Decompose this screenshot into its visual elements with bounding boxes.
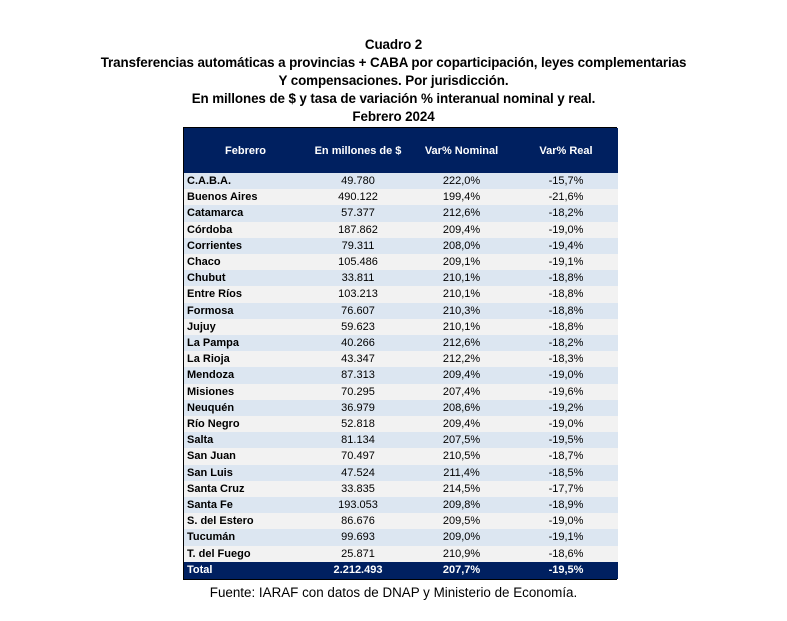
- millones-cell: 47.524: [307, 465, 409, 481]
- jurisdiction-cell: Chaco: [184, 254, 307, 270]
- jurisdiction-cell: Buenos Aires: [184, 189, 307, 205]
- var-nominal-cell: 210,1%: [409, 270, 514, 286]
- var-real-cell: -18,9%: [514, 497, 618, 513]
- jurisdiction-cell: Neuquén: [184, 400, 307, 416]
- jurisdiction-cell: Misiones: [184, 384, 307, 400]
- table-row: [184, 497, 618, 513]
- var-real-cell: -15,7%: [514, 173, 618, 189]
- jurisdiction-cell: Formosa: [184, 303, 307, 319]
- var-real-cell: -19,1%: [514, 254, 618, 270]
- jurisdiction-cell: Chubut: [184, 270, 307, 286]
- jurisdiction-cell: Río Negro: [184, 416, 307, 432]
- table-row: [184, 400, 618, 416]
- var-real-cell: -18,7%: [514, 448, 618, 464]
- table-total-row: [184, 562, 618, 579]
- var-real-cell: -18,8%: [514, 303, 618, 319]
- header-febrero: Febrero: [184, 128, 307, 173]
- var-nominal-cell: 208,6%: [409, 400, 514, 416]
- var-real-cell: -19,1%: [514, 529, 618, 545]
- var-real-cell: -18,8%: [514, 286, 618, 302]
- table-row: [184, 286, 618, 302]
- var-nominal-cell: 208,0%: [409, 238, 514, 254]
- var-nominal-cell: 207,4%: [409, 384, 514, 400]
- var-nominal-cell: 212,6%: [409, 335, 514, 351]
- var-real-cell: -21,6%: [514, 189, 618, 205]
- var-nominal-cell: 209,4%: [409, 416, 514, 432]
- table-row: [184, 205, 618, 221]
- millones-cell: 187.862: [307, 222, 409, 238]
- table-row: [184, 513, 618, 529]
- jurisdiction-cell: La Rioja: [184, 351, 307, 367]
- var-real-cell: -19,0%: [514, 416, 618, 432]
- millones-cell: 99.693: [307, 529, 409, 545]
- table-row: [184, 384, 618, 400]
- var-real-cell: -19,5%: [514, 432, 618, 448]
- title-units: En millones de $ y tasa de variación % interanual nominal y real.: [191, 91, 596, 106]
- var-real-cell: -19,4%: [514, 238, 618, 254]
- table-header-row: [184, 128, 618, 173]
- var-nominal-cell: 209,8%: [409, 497, 514, 513]
- var-nominal-cell: 212,2%: [409, 351, 514, 367]
- table-row: [184, 335, 618, 351]
- jurisdiction-cell: Catamarca: [184, 205, 307, 221]
- millones-cell: 40.266: [307, 335, 409, 351]
- jurisdiction-cell: Tucumán: [184, 529, 307, 545]
- millones-cell: 81.134: [307, 432, 409, 448]
- table-row: [184, 432, 618, 448]
- total-millones: 2.212.493: [307, 562, 409, 579]
- var-nominal-cell: 210,9%: [409, 546, 514, 562]
- millones-cell: 25.871: [307, 546, 409, 562]
- var-real-cell: -19,6%: [514, 384, 618, 400]
- var-nominal-cell: 212,6%: [409, 205, 514, 221]
- table-row: [184, 254, 618, 270]
- header-var-real: Var% Real: [514, 128, 618, 173]
- jurisdiction-cell: Entre Ríos: [184, 286, 307, 302]
- table-row: [184, 189, 618, 205]
- var-nominal-cell: 210,1%: [409, 286, 514, 302]
- millones-cell: 70.295: [307, 384, 409, 400]
- table-row: [184, 238, 618, 254]
- table-row: [184, 546, 618, 562]
- var-nominal-cell: 209,1%: [409, 254, 514, 270]
- title-period: Febrero 2024: [352, 109, 435, 124]
- millones-cell: 79.311: [307, 238, 409, 254]
- jurisdiction-cell: Salta: [184, 432, 307, 448]
- var-nominal-cell: 209,4%: [409, 222, 514, 238]
- var-real-cell: -19,0%: [514, 222, 618, 238]
- jurisdiction-cell: Córdoba: [184, 222, 307, 238]
- var-nominal-cell: 199,4%: [409, 189, 514, 205]
- table-title-block: [0, 36, 787, 126]
- header-var-nominal: Var% Nominal: [409, 128, 514, 173]
- var-nominal-cell: 210,5%: [409, 448, 514, 464]
- millones-cell: 193.053: [307, 497, 409, 513]
- title-main: Transferencias automáticas a provincias + CABA por coparticipación, leyes complementarias: [100, 55, 687, 70]
- var-real-cell: -19,0%: [514, 513, 618, 529]
- table-row: [184, 303, 618, 319]
- jurisdiction-cell: San Juan: [184, 448, 307, 464]
- table-row: [184, 173, 618, 189]
- millones-cell: 57.377: [307, 205, 409, 221]
- table-row: [184, 319, 618, 335]
- table-row: [184, 465, 618, 481]
- var-nominal-cell: 211,4%: [409, 465, 514, 481]
- title-cuadro: Cuadro 2: [364, 37, 423, 52]
- table-row: [184, 270, 618, 286]
- title-sub: Y compensaciones. Por jurisdicción.: [278, 73, 509, 88]
- header-millones: En millones de $: [307, 128, 409, 173]
- var-real-cell: -18,2%: [514, 335, 618, 351]
- millones-cell: 36.979: [307, 400, 409, 416]
- millones-cell: 103.213: [307, 286, 409, 302]
- var-real-cell: -18,8%: [514, 319, 618, 335]
- table-row: [184, 448, 618, 464]
- var-nominal-cell: 207,5%: [409, 432, 514, 448]
- total-label: Total: [184, 562, 307, 579]
- var-nominal-cell: 209,5%: [409, 513, 514, 529]
- millones-cell: 43.347: [307, 351, 409, 367]
- source-note: Fuente: IARAF con datos de DNAP y Ministerio de Economía.: [209, 585, 578, 600]
- jurisdiction-cell: La Pampa: [184, 335, 307, 351]
- millones-cell: 59.623: [307, 319, 409, 335]
- jurisdiction-cell: Jujuy: [184, 319, 307, 335]
- total-real: -19,5%: [514, 562, 618, 579]
- table-row: [184, 367, 618, 383]
- jurisdiction-cell: Santa Cruz: [184, 481, 307, 497]
- millones-cell: 87.313: [307, 367, 409, 383]
- table-row: [184, 222, 618, 238]
- var-nominal-cell: 209,0%: [409, 529, 514, 545]
- var-real-cell: -17,7%: [514, 481, 618, 497]
- var-real-cell: -18,5%: [514, 465, 618, 481]
- var-real-cell: -18,8%: [514, 270, 618, 286]
- millones-cell: 490.122: [307, 189, 409, 205]
- var-nominal-cell: 214,5%: [409, 481, 514, 497]
- table-row: [184, 351, 618, 367]
- jurisdiction-cell: S. del Estero: [184, 513, 307, 529]
- jurisdiction-cell: Mendoza: [184, 367, 307, 383]
- table-row: [184, 529, 618, 545]
- millones-cell: 105.486: [307, 254, 409, 270]
- transfers-table: [183, 127, 617, 580]
- millones-cell: 52.818: [307, 416, 409, 432]
- var-real-cell: -18,6%: [514, 546, 618, 562]
- jurisdiction-cell: C.A.B.A.: [184, 173, 307, 189]
- jurisdiction-cell: San Luis: [184, 465, 307, 481]
- total-nominal: 207,7%: [409, 562, 514, 579]
- millones-cell: 33.835: [307, 481, 409, 497]
- millones-cell: 86.676: [307, 513, 409, 529]
- var-nominal-cell: 209,4%: [409, 367, 514, 383]
- var-nominal-cell: 210,3%: [409, 303, 514, 319]
- table-row: [184, 416, 618, 432]
- millones-cell: 49.780: [307, 173, 409, 189]
- var-real-cell: -19,0%: [514, 367, 618, 383]
- jurisdiction-cell: Corrientes: [184, 238, 307, 254]
- millones-cell: 33.811: [307, 270, 409, 286]
- var-real-cell: -18,3%: [514, 351, 618, 367]
- var-nominal-cell: 222,0%: [409, 173, 514, 189]
- var-nominal-cell: 210,1%: [409, 319, 514, 335]
- millones-cell: 70.497: [307, 448, 409, 464]
- var-real-cell: -18,2%: [514, 205, 618, 221]
- var-real-cell: -19,2%: [514, 400, 618, 416]
- jurisdiction-cell: T. del Fuego: [184, 546, 307, 562]
- table-row: [184, 481, 618, 497]
- jurisdiction-cell: Santa Fe: [184, 497, 307, 513]
- millones-cell: 76.607: [307, 303, 409, 319]
